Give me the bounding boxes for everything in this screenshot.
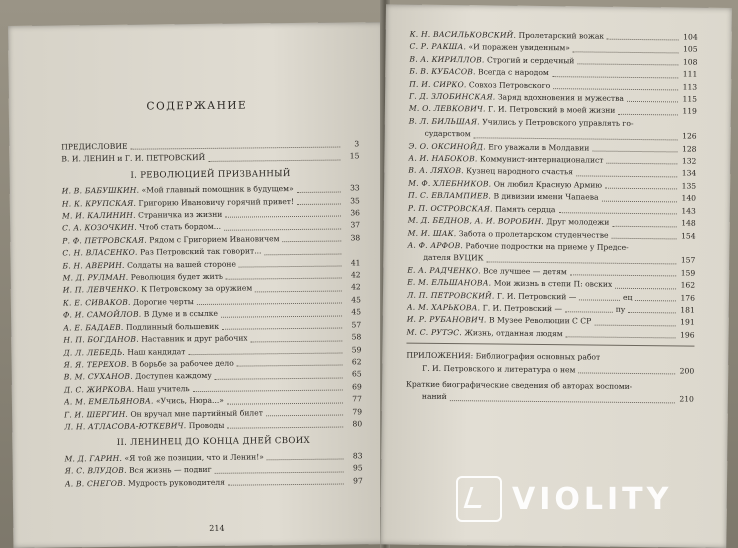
left-toc	[61, 138, 363, 490]
entry-title: Мудрость руководителя	[127, 477, 225, 488]
entry-author: Д. Л. ЛЕБЕДЬ.	[63, 347, 125, 357]
appendix-page: 200	[679, 366, 695, 376]
entry-title: Всегда с народом	[478, 67, 549, 78]
entry-author: А. Е. БАДАЕВ.	[63, 322, 124, 333]
leader-dots	[611, 238, 676, 240]
leader-dots	[215, 471, 344, 473]
entry-title: В Думе и в ссылке	[143, 309, 219, 319]
entry-author: Б. В. КУБАСОВ.	[409, 66, 476, 77]
entry-author: Е. М. ЕЛЬШАНОВА.	[407, 277, 492, 288]
entry-author: С. Н. ВЛАСЕНКО.	[62, 247, 138, 258]
entry-page: 69	[352, 382, 362, 392]
entry-title: Раз Петровский так говорит...	[140, 246, 262, 257]
entry-title-tail: ец	[622, 292, 633, 302]
entry-title: Он любил Красную Армию	[493, 179, 603, 190]
leader-dots	[627, 101, 678, 103]
leader-dots	[267, 459, 344, 461]
entry-page: 3	[354, 139, 360, 149]
entry-page: 57	[351, 320, 362, 330]
entry-page: 83	[352, 451, 363, 461]
entry-author: М. Д. РУЛМАН.	[62, 272, 129, 283]
entry-title: Григорию Ивановичу горячий привет!	[138, 196, 295, 208]
entry-title: Забота о пролетарском студенчестве	[458, 228, 609, 240]
entry-author: Э. О. ОКСИНОЙД.	[408, 141, 486, 152]
leader-dots	[573, 51, 679, 53]
toc-entry	[65, 475, 363, 491]
leader-dots	[297, 204, 341, 205]
entry-title: Совхоз Петровского	[468, 79, 551, 90]
entry-author: М. О. ЛЕВКОВИЧ.	[408, 104, 486, 114]
appendix-title: Краткие биографические сведения об авторах воспоми-	[405, 379, 633, 391]
entry-author: В. М. СУХАНОВ.	[63, 372, 133, 382]
leader-dots	[618, 114, 678, 116]
leader-dots	[227, 427, 343, 429]
entry-title: Г. И. Петровский —	[496, 291, 577, 301]
entry-title: Коммунист-интернационалист	[479, 154, 604, 165]
entry-title: В борьбе за рабочее дело	[131, 358, 234, 369]
entry-author: Б. Н. АВЕРИН.	[62, 260, 125, 271]
entry-title: Революция будет жить	[130, 271, 224, 282]
entry-page: 126	[682, 131, 697, 141]
entry-title: Все лучшее — детям	[483, 266, 567, 277]
entry-author: Я. С. ВЛУДОВ.	[64, 465, 127, 476]
page-number: 214	[209, 523, 225, 533]
entry-author: Г. И. ШЕРГИН.	[64, 409, 129, 419]
appendix-entry	[406, 379, 694, 407]
entry-title: Его уважали в Молдавии	[488, 142, 590, 153]
entry-title: Дорогие черты	[133, 296, 194, 307]
entry-author: Г. Д. ЗЛОБИНСКАЯ.	[409, 91, 496, 102]
entry-page: 35	[350, 195, 360, 206]
entry-title: Заряд вдохновения и мужества	[497, 92, 625, 103]
entry-author: Л. П. ПЕТРОВСКИЙ.	[406, 290, 495, 301]
leader-dots	[615, 287, 676, 289]
entry-title: Друг молодежи	[546, 217, 610, 227]
entry-page: 79	[352, 406, 363, 416]
entry-page: 181	[680, 305, 695, 315]
section-heading-1: I. РЕВОЛЮЦИЕЙ ПРИЗВАННЫЙ	[130, 168, 291, 181]
entry-author: Н. П. БОГДАНОВ.	[63, 334, 139, 345]
entry-author: А. Ф. АРФОВ.	[407, 240, 464, 251]
entry-page: 148	[681, 218, 696, 228]
entry-page: 65	[351, 369, 362, 379]
entry-title: В дивизии имени Чапаева	[493, 191, 599, 202]
entry-title: «Мой главный помощник в будущем»	[141, 184, 294, 195]
entry-page: 77	[352, 394, 362, 404]
leader-dots	[239, 266, 342, 268]
leader-dots	[566, 336, 676, 338]
entry-page: 38	[350, 233, 361, 243]
right-page	[380, 4, 732, 548]
entry-page: 140	[681, 193, 697, 203]
appendix-title-cont: Г. И. Петровского и литература о нем	[422, 363, 576, 374]
leader-dots	[594, 324, 675, 326]
entry-title: «Я той же позиции, что и Ленин!»	[124, 452, 264, 463]
entry-page: 33	[349, 183, 360, 193]
entry-title: Рабочие подростки на приеме у Предсе-	[465, 241, 629, 252]
entry-title: Вся жизнь — подвиг	[129, 465, 212, 475]
entry-author: М. Д. ГАРИН.	[64, 453, 123, 464]
entry-title: Учились у Петровского управлять го-	[482, 117, 634, 128]
entry-title: Кузнец народного счастья	[466, 166, 574, 177]
entry-page: 45	[351, 295, 361, 305]
entry-author: В. А. КИРИЛЛОВ.	[409, 54, 485, 65]
section-heading-2: II. ЛЕНИНЕЦ ДО КОНЦА ДНЕЙ СВОИХ	[116, 436, 311, 449]
leader-dots	[577, 64, 678, 66]
leader-dots	[601, 200, 676, 202]
entry-page: 97	[353, 475, 363, 485]
entry-title: Наставник и друг рабочих	[141, 333, 248, 344]
leader-dots	[576, 175, 677, 177]
entry-title: Страничка из жизни	[138, 209, 223, 220]
leader-dots	[450, 391, 675, 403]
leader-dots	[553, 88, 678, 90]
entry-page: 59	[351, 344, 362, 354]
leader-dots	[193, 390, 343, 393]
entry-page: 162	[680, 280, 696, 290]
entry-page: 128	[681, 144, 697, 154]
toc-entry	[409, 115, 697, 143]
entry-page: 134	[681, 168, 697, 179]
leader-dots	[255, 290, 342, 292]
entry-author: Н. К. КРУПСКАЯ.	[61, 198, 137, 209]
entry-page: 42	[351, 282, 361, 292]
appendix-entry	[406, 350, 694, 378]
leader-dots	[565, 312, 613, 313]
entry-author: А. М. ЕМЕЛЬЯНОВА.	[63, 396, 154, 407]
entry-title: Строгий и сердечный	[486, 55, 575, 66]
leader-dots	[558, 212, 676, 214]
leader-dots	[605, 188, 677, 190]
entry-title: Жизнь, отданная людям	[464, 327, 563, 338]
leader-dots	[226, 278, 342, 280]
entry-page: 95	[352, 463, 363, 473]
entry-author: Л. Н. АТЛАСОВА-ЮТКЕВИЧ.	[64, 421, 187, 432]
watermark	[456, 476, 672, 522]
leader-dots	[592, 151, 677, 153]
entry-author: И. П. ЛЕВЧЕНКО.	[62, 285, 139, 295]
entry-page: 80	[352, 419, 363, 429]
entry-page: 45	[351, 307, 362, 317]
entry-author: А. В. СНЕГОВ.	[64, 478, 126, 488]
entry-title: ПРЕДИСЛОВИЕ	[61, 141, 128, 152]
entry-author: М. С. РУТЭС.	[406, 327, 462, 337]
entry-author: С. А. КОЗОЧКИН.	[62, 223, 137, 233]
leader-dots	[283, 241, 342, 243]
entry-title-cont: сударством	[424, 129, 471, 139]
entry-author: П. С. ЕВЛАМПИЕВ.	[407, 190, 492, 201]
entry-page: 191	[680, 317, 695, 327]
entry-title-cont: дателя ВУЦИК	[423, 253, 484, 263]
leader-dots	[570, 274, 676, 276]
leader-dots	[188, 352, 342, 355]
leader-dots	[225, 216, 341, 218]
entry-page: 154	[681, 230, 696, 241]
entry-title: Солдаты на вашей стороне	[126, 259, 237, 270]
entry-page: 113	[682, 82, 698, 92]
entry-title: Доступен каждому	[135, 371, 212, 381]
entry-page: 132	[681, 156, 697, 166]
entry-page: 111	[682, 69, 698, 79]
entry-author: Д. С. ЖИРКОВА.	[63, 384, 135, 395]
right-toc	[406, 29, 698, 411]
entry-page: 41	[350, 257, 361, 268]
watermark-text: VIOLITY	[512, 481, 673, 517]
entry-title: Он вручал мне партийный билет	[130, 407, 263, 419]
leader-dots	[297, 191, 341, 192]
entry-author: Р. П. ОСТРОВСКАЯ.	[407, 203, 493, 214]
leader-dots	[264, 253, 341, 255]
leader-dots	[197, 303, 342, 306]
leader-dots	[130, 147, 340, 150]
entry-page: 157	[680, 255, 696, 265]
appendix-title-cont: наний	[421, 392, 447, 402]
leader-dots	[222, 328, 342, 330]
toc-entry	[64, 418, 362, 434]
entry-page: 119	[682, 106, 697, 117]
leader-dots	[628, 312, 676, 313]
divider	[406, 343, 694, 347]
entry-author: И. Р. РУБАНОВИЧ.	[406, 314, 487, 325]
entry-title: Наш учитель	[136, 383, 190, 394]
entry-page: 105	[683, 44, 698, 55]
entry-author: Ф. И. САМОЙЛОВ.	[62, 309, 142, 320]
entry-author: В. Л. БИЛЬШАЯ.	[408, 116, 480, 127]
leader-dots	[266, 414, 343, 416]
entry-page: 135	[681, 181, 697, 191]
entry-title-tail: пу	[615, 304, 626, 314]
entry-author: М. И. ШАК.	[407, 228, 457, 238]
entry-author: К. Н. ВАСИЛЬКОВСКИЙ.	[409, 29, 517, 40]
leader-dots	[579, 299, 620, 300]
entry-title: Память сердца	[495, 204, 556, 214]
entry-title: Чтоб стать бордом...	[139, 222, 222, 233]
left-page	[8, 22, 389, 548]
entry-page: 143	[681, 206, 696, 216]
entry-title: «И поражен увиденным»	[468, 42, 570, 53]
entry-title: Подлинный большевик	[125, 321, 220, 332]
entry-title: В. И. ЛЕНИН и Г. И. ПЕТРОВСКИЙ	[61, 153, 206, 164]
leader-dots	[612, 225, 676, 227]
entry-page: 104	[683, 32, 698, 42]
leader-dots	[228, 483, 344, 485]
entry-author: А. И. НАБОКОВ.	[408, 153, 478, 164]
entry-title: Наш кандидат	[127, 346, 186, 357]
leader-dots	[607, 39, 679, 41]
entry-title: Мои жизнь в степи П: овских	[493, 278, 613, 289]
toc-entry	[407, 240, 695, 268]
toc-entry	[61, 151, 359, 167]
entry-title: К Петровскому за оружием	[141, 283, 253, 295]
appendix-page: 210	[679, 394, 694, 404]
leader-dots	[578, 364, 675, 374]
entry-author: М. И. КАЛИНИН.	[61, 210, 136, 221]
entry-author: Е. А. РАДЧЕНКО.	[407, 265, 481, 276]
leader-dots	[227, 402, 343, 404]
entry-page: 42	[350, 270, 361, 280]
leader-dots	[635, 300, 676, 301]
entry-title: В Музее Революции С СР	[488, 315, 592, 326]
entry-title: Рядом с Григорием Ивановичем	[149, 234, 280, 245]
leader-dots	[215, 377, 343, 379]
entry-author: С. Р. РАКША.	[409, 42, 467, 52]
toc-entry	[407, 326, 695, 341]
leader-dots	[474, 129, 678, 141]
leader-dots	[237, 365, 343, 367]
entry-title: Г. И. Петровский —	[482, 303, 563, 314]
entry-author: А. М. ХАРЬКОВА.	[406, 302, 481, 313]
entry-title: Пролетарский вожак	[518, 30, 605, 41]
entry-author: Я. Я. ТЕРЕХОВ.	[63, 359, 130, 370]
entry-author: П. И. СИРКО.	[409, 79, 467, 89]
entry-page: 62	[351, 357, 362, 367]
entry-author: И. В. БАБУШКИН.	[61, 185, 140, 196]
entry-page: 108	[682, 57, 698, 67]
entry-page: 176	[680, 293, 696, 303]
leader-dots	[486, 253, 676, 264]
entry-title: «Учись, Нюра...»	[155, 395, 224, 406]
appendix-label: ПРИЛОЖЕНИЯ:	[406, 350, 474, 361]
entry-title: Г. И. Петровский в моей жизни	[488, 104, 616, 116]
entry-author: М. Ф. ХЛЕБНИКОВ.	[408, 178, 492, 189]
contents-title: СОДЕРЖАНИЕ	[146, 99, 248, 113]
entry-title: Проводы	[188, 420, 225, 431]
leader-dots	[208, 159, 340, 161]
entry-page: 196	[680, 330, 695, 340]
entry-page: 115	[682, 94, 698, 104]
violity-logo-icon	[456, 476, 502, 522]
entry-page: 37	[350, 220, 361, 230]
leader-dots	[221, 315, 342, 317]
entry-author: Р. Ф. ПЕТРОВСКАЯ.	[62, 235, 147, 246]
leader-dots	[251, 340, 343, 342]
entry-page: 58	[351, 332, 362, 342]
entry-page: 36	[350, 208, 361, 218]
entry-author: М. Д. БЕДНОВ, А. И. ВОРОБИН.	[407, 215, 544, 227]
entry-page: 15	[349, 151, 360, 161]
leader-dots	[552, 76, 678, 78]
appendix-title: Библиография основных работ	[475, 351, 601, 362]
entry-page: 159	[680, 268, 696, 278]
entry-author: В. А. ЛЯХОВ.	[408, 166, 464, 176]
leader-dots	[224, 228, 341, 230]
leader-dots	[606, 163, 677, 165]
entry-author: К. Е. СИВАКОВ.	[62, 297, 131, 308]
